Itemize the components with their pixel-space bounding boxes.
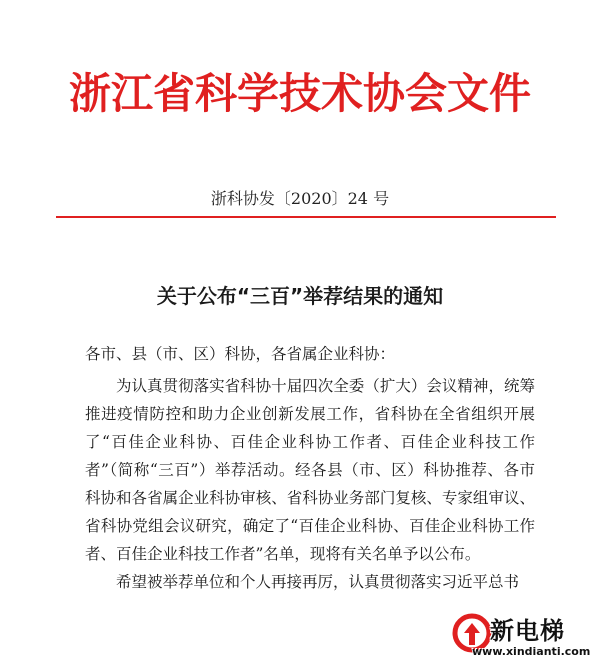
site-watermark <box>450 607 590 665</box>
watermark-name: 新电梯 <box>490 617 565 645</box>
salutation: 各市、县（市、区）科协，各省属企业科协： <box>85 345 396 363</box>
notice-title: 关于公布“三百”举荐结果的通知 <box>156 284 444 308</box>
red-divider-line <box>56 216 556 218</box>
org-header-title: 浙江省科学技术协会文件 <box>68 69 531 118</box>
body-paragraph-2: 希望被举荐单位和个人再接再厉，认真贯彻落实习近平总书 <box>116 573 520 591</box>
body-paragraph-1: 为认真贯彻落实省科协十届四次全委（扩大）会议精神，统筹推进疫情防控和助力企业创新发展工作，省科协在全省组织开展了“百佳企业科协、百佳企业科协工作者、百佳企业科技工作者”（简称“三百”）举荐活动。经各县（市、区）科协推荐、各市科协和各省属企业科协审核、省科协业务部门复核、专家组审议、省科协党组会议研究，确定了“百佳企业科协、百佳企业科协工作者、百佳企业科技工作者”名单，现将有关名单予以公布。 <box>85 377 535 563</box>
document-number: 浙科协发〔2020〕24 号 <box>210 189 390 208</box>
watermark-url: www.xindianti.com <box>472 645 591 658</box>
notice-body <box>85 340 535 596</box>
